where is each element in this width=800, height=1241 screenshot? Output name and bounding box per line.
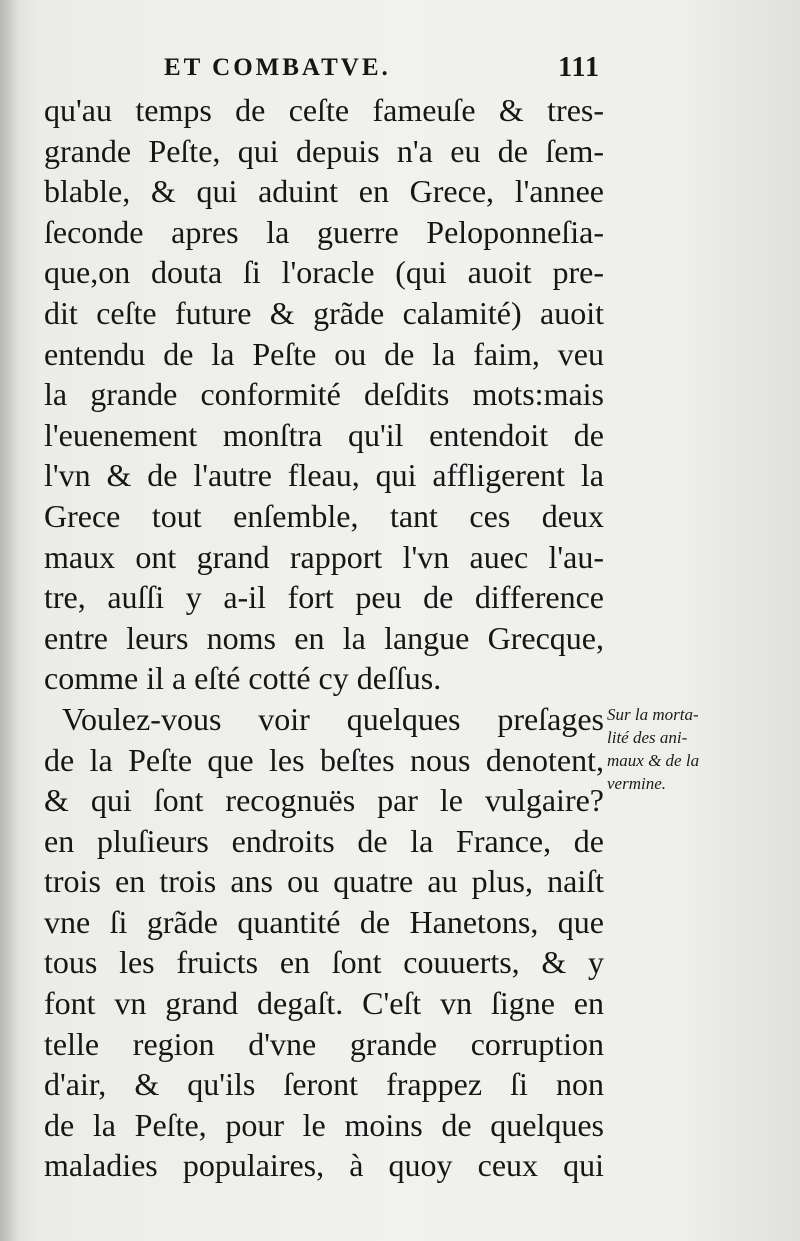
text-line: la grande conformité deſdits mots:mais (44, 376, 604, 413)
text-line: l'euenement monſtra qu'il entendoit de (44, 416, 604, 453)
text-line: dit ceſte future & grãde calamité) auoit (44, 294, 604, 331)
marginal-note-line: vermine. (607, 774, 667, 793)
gutter-shadow (0, 0, 18, 1241)
marginal-note (607, 703, 757, 795)
running-head (160, 52, 600, 86)
text-line: blable, & qui aduint en Grece, l'annee (44, 173, 604, 210)
text-line: comme il a eſté cotté cy deſſus. (44, 660, 442, 697)
text-line: & qui ſont recognuës par le vulgaire? (44, 782, 604, 819)
text-line: de la Peſte, pour le moins de quelques (44, 1106, 604, 1143)
text-line: maux ont grand rapport l'vn auec l'au- (44, 538, 604, 575)
text-line: en pluſieurs endroits de la France, de (44, 822, 604, 859)
page-number: 111 (558, 52, 600, 83)
text-line: l'vn & de l'autre fleau, qui affligerent la (44, 457, 604, 494)
body-text (44, 90, 604, 1186)
text-line: entre leurs noms en la langue Grecque, (44, 619, 604, 656)
text-line: de la Peſte que les beſtes nous denotent, (44, 741, 604, 778)
text-line: d'air, & qu'ils ſeront frappez ſi non (44, 1066, 604, 1103)
text-line: vne ſi grãde quantité de Hanetons, que (44, 903, 604, 940)
text-line: que,on douta ſi l'oracle (qui auoit pre- (44, 254, 604, 291)
text-line: entendu de la Peſte ou de la faim, veu (44, 335, 604, 372)
text-line: telle region d'vne grande corruption (44, 1025, 604, 1062)
marginal-note-line: maux & de la (607, 751, 700, 770)
paragraph-start-line: Voulez-vous voir quelques preſages (62, 700, 604, 737)
text-line: ſeconde apres la guerre Peloponneſia- (44, 213, 604, 250)
marginal-note-line: Sur la morta- (607, 705, 699, 724)
running-title: ET COMBATVE. (164, 54, 391, 81)
text-line: maladies populaires, à quoy ceux qui (44, 1147, 604, 1184)
text-line: tous les fruicts en ſont couuerts, & y (44, 944, 604, 981)
text-line: tre, auſſi y a-il fort peu de difference (44, 579, 604, 616)
text-line: trois en trois ans ou quatre au plus, naiſt (44, 863, 604, 900)
text-line: qu'au temps de ceſte fameuſe & tres- (44, 92, 604, 128)
marginal-note-line: lité des ani- (607, 728, 688, 747)
text-line: font vn grand degaſt. C'eſt vn ſigne en (44, 985, 604, 1022)
text-line: Grece tout enſemble, tant ces deux (44, 497, 604, 534)
text-line: grande Peſte, qui depuis n'a eu de ſem- (44, 132, 604, 169)
